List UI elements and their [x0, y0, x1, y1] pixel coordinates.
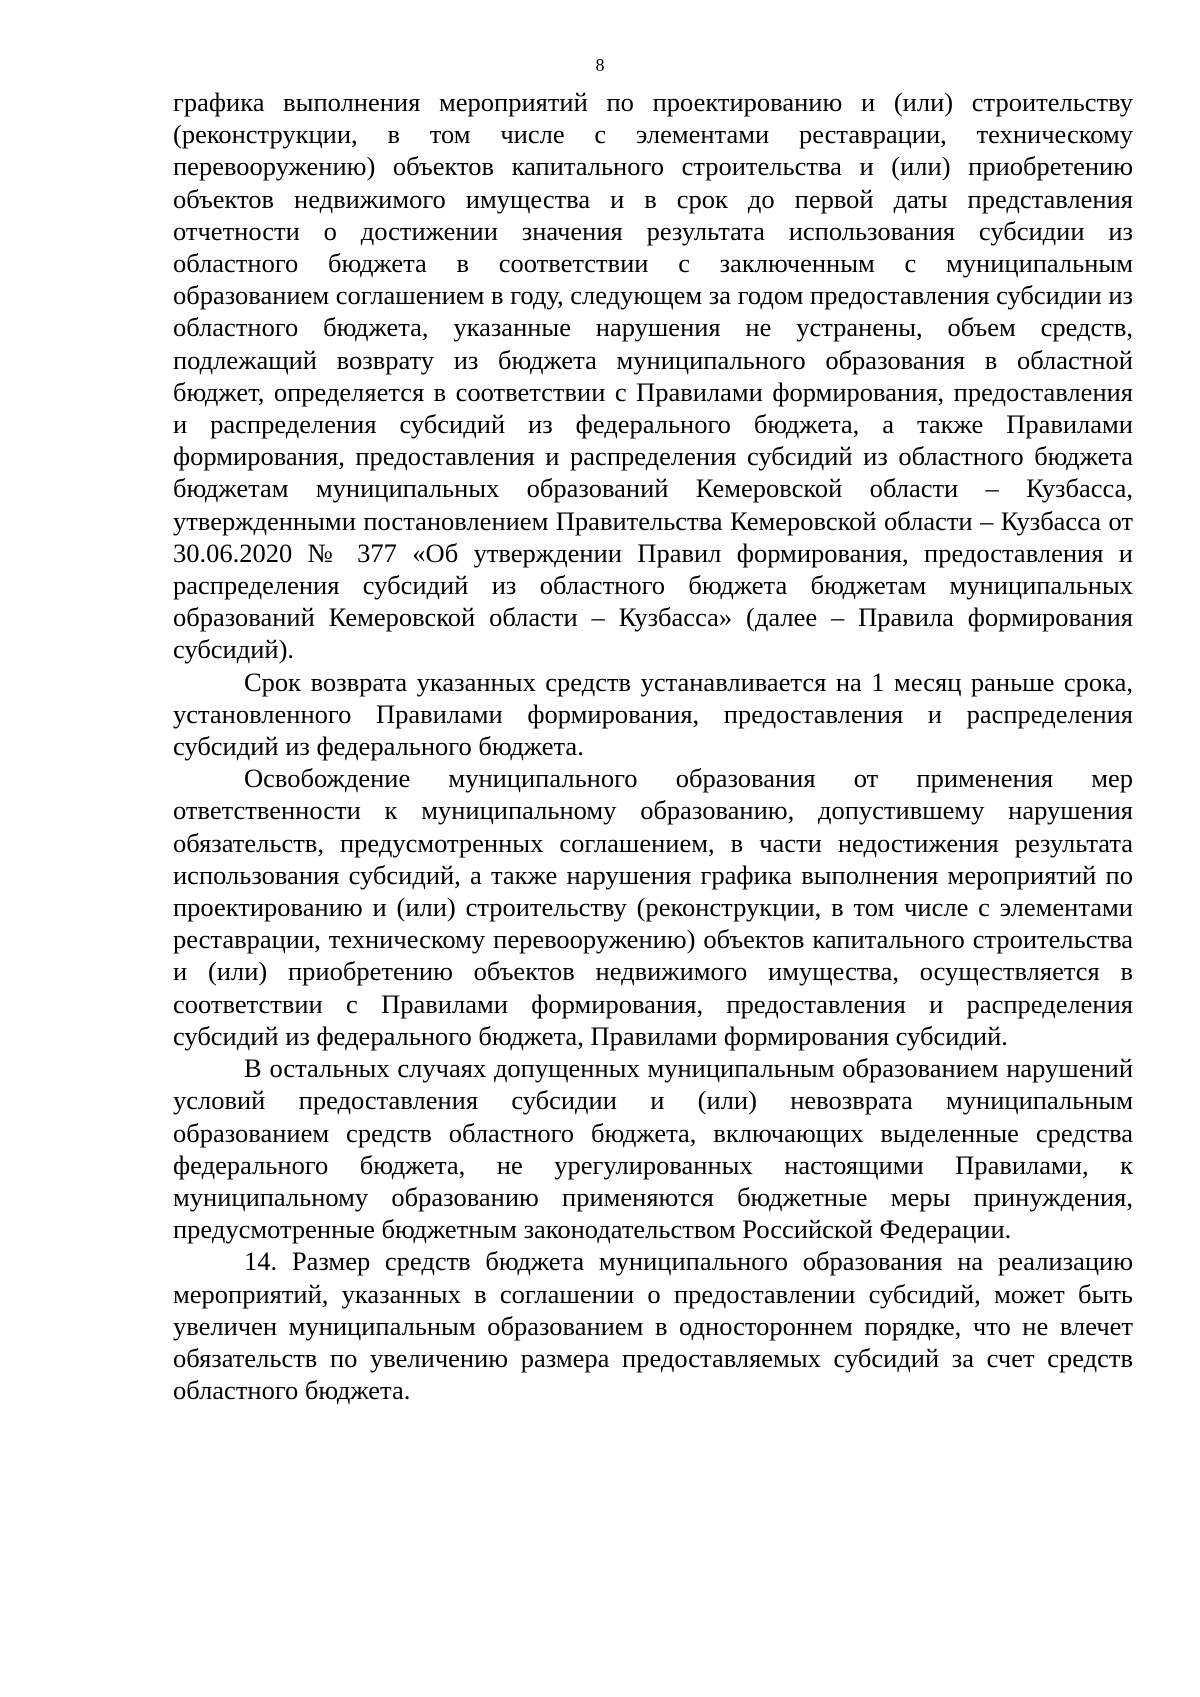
paragraph-1: графика выполнения мероприятий по проектированию и (или) строительству (реконструкции, в том числе с элементами реставрации, техническому перевооружению) объектов капитального строительства и (или) приобретению объектов недвижимого имущества и в срок до первой даты представления отчетности о достижении значения результата использования субсидии из областного бюджета в соответствии с заключенным с муниципальным образованием соглашением в году, следующем за годом предоставления субсидии из областного бюджета, указанные нарушения не устранены, объем средств, подлежащий возврату из бюджета муниципального образования в областной бюджет, определяется в соответствии с Правилами формирования, предоставления и распределения субсидий из федерального бюджета, а также Правилами формирования, предоставления и распределения субсидий из областного бюджета бюджетам муниципальных образований Кемеровской области – Кузбасса, утвержденными постановлением Правительства Кемеровской области – Кузбасса от 30.06.2020 № 377 «Об утверждении Правил формирования, предоставления и распределения субсидий из областного бюджета бюджетам муниципальных образований Кемеровской области – Кузбасса» (далее – Правила формирования субсидий). [173, 87, 1133, 665]
paragraph-4: В остальных случаях допущенных муниципальным образованием нарушений условий предоставления субсидии и (или) невозврата муниципальным образованием средств областного бюджета, включающих выделенные средства федерального бюджета, не урегулированных настоящими Правилами, к муниципальному образованию применяются бюджетные меры принуждения, предусмотренные бюджетным законодательством Российской Федерации. [173, 1053, 1133, 1245]
paragraph-2: Срок возврата указанных средств устанавливается на 1 месяц раньше срока, установленного Правилами формирования, предоставления и распределения субсидий из федерального бюджета. [173, 666, 1133, 762]
page-number: 8 [595, 55, 605, 75]
paragraph-3: Освобождение муниципального образования от применения мер ответственности к муниципальному образованию, допустившему нарушения обязательств, предусмотренных соглашением, в части недостижения результата использования субсидий, а также нарушения графика выполнения мероприятий по проектированию и (или) строительству (реконструкции, в том числе с элементами реставрации, техническому перевооружению) объектов капитального строительства и (или) приобретению объектов недвижимого имущества, осуществляется в соответствии с Правилами формирования, предоставления и распределения субсидий из федерального бюджета, Правилами формирования субсидий. [173, 763, 1133, 1051]
paragraph-5: 14. Размер средств бюджета муниципального образования на реализацию мероприятий, указанных в соглашении о предоставлении субсидий, может быть увеличен муниципальным образованием в одностороннем порядке, что не влечет обязательств по увеличению размера предоставляемых субсидий за счет средств областного бюджета. [173, 1246, 1133, 1406]
document-body [173, 86, 1133, 1406]
